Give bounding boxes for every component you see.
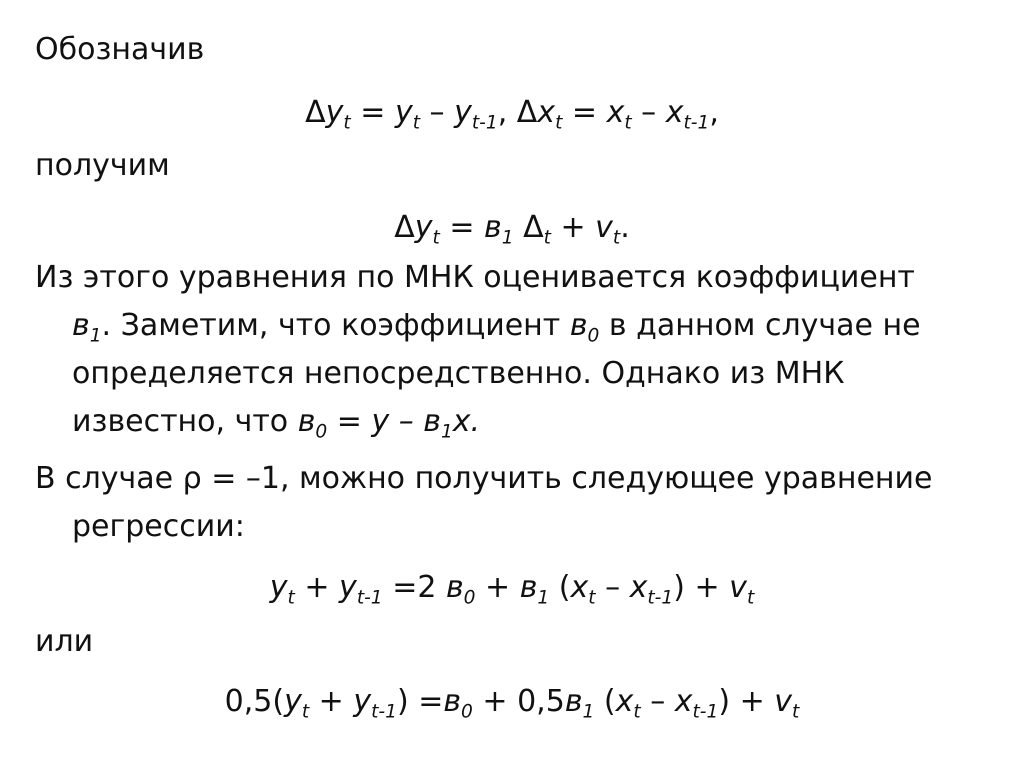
or-text: или xyxy=(35,624,94,659)
paragraph-1-line-1: Из этого уравнения по МНК оценивается коэффициент xyxy=(35,260,915,295)
equation-regression-halved: $0,5(y_t + y_{t-1}) =в_0 + 0,5в_1$ $(x_t - x_{t-1}) + v_t$ xyxy=(224,684,800,723)
then-text: получим xyxy=(35,148,170,183)
paragraph-1-line-3: определяется непосредственно. Однако из МНК xyxy=(72,356,845,391)
paragraph-2-line-2: регрессии: xyxy=(72,509,245,544)
equation-regression: $y_t + y_{t-1} =2$ $в_0 + в_1$ $(x_t - x_{t-1}) + v_t$ xyxy=(269,570,755,609)
paragraph-1-line-2: $в_1$. Заметим, что коэффициент $в_0$ в данном случае не xyxy=(72,308,921,347)
equation-first-difference-model: $\Delta y_t = в_1$ $\Delta_t + v_t$. xyxy=(394,210,630,249)
equation-differences: $\Delta y_t = y_t - y_{t-1}$, $\Delta x_t = x_t - x_{t-1}$, xyxy=(305,95,719,134)
intro-text: Обозначив xyxy=(35,32,205,67)
paragraph-1-line-4: известно, что $в_0 = y - в_1x$. xyxy=(72,404,481,443)
paragraph-2-line-1: В случае ρ = –1, можно получить следующее уравнение xyxy=(35,461,933,496)
